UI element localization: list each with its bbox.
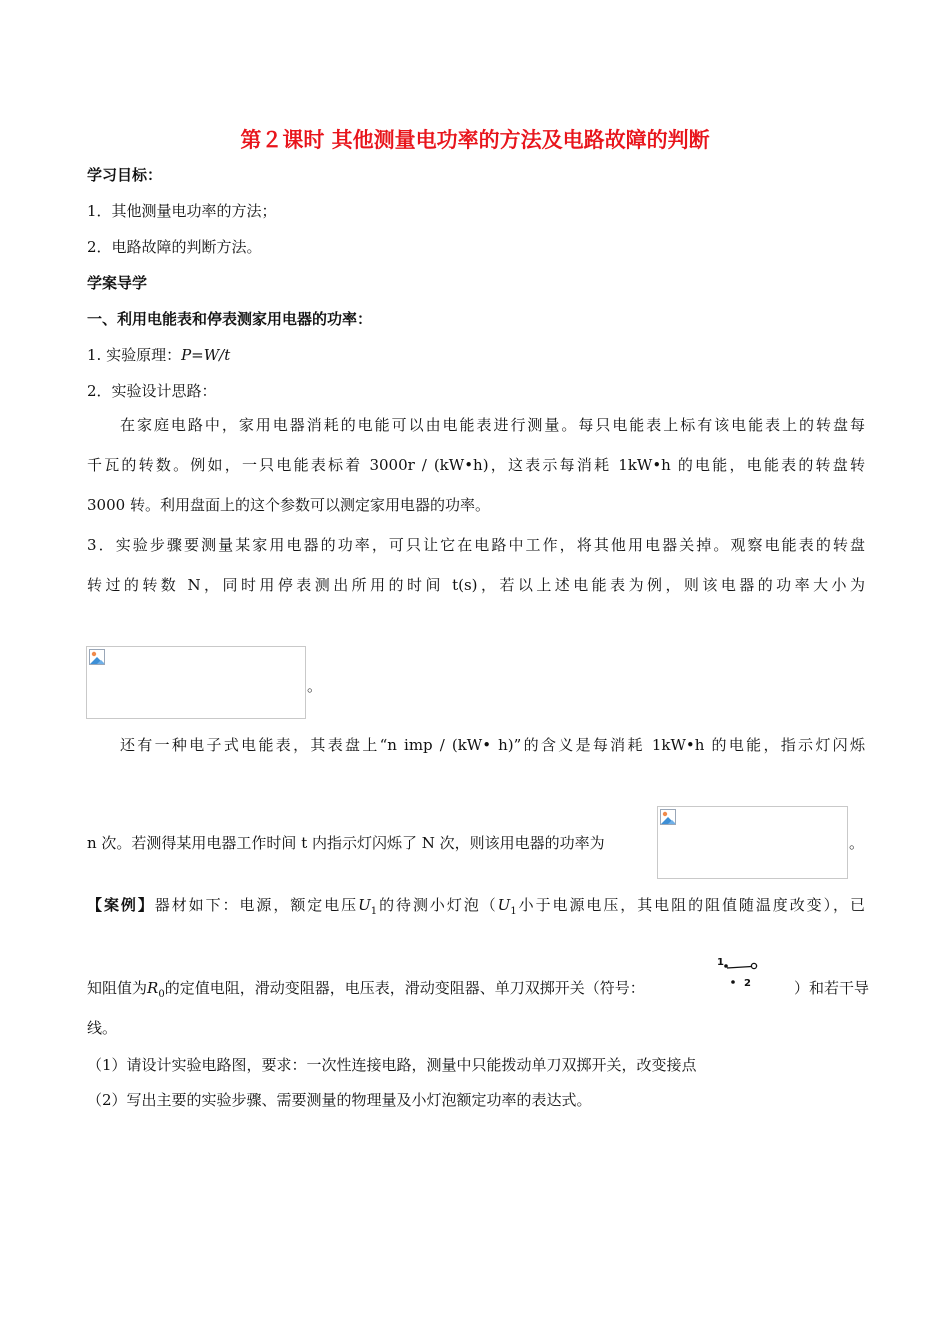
section-1-heading: 一、利用电能表和停表测家用电器的功率： — [87, 310, 373, 328]
design-line-1: 在家庭电路中，家用电器消耗的电能可以由电能表进行测量。每只电能表上标有该电能表上的转盘每 — [120, 416, 865, 434]
switch-terminal-2-label: 2 — [744, 978, 751, 989]
formula-image-2 — [657, 806, 848, 879]
case-label: 【案例】 — [87, 896, 155, 914]
switch-terminal-1-label: 1 — [717, 957, 724, 968]
broken-image-icon — [89, 649, 105, 665]
period-2: 。 — [849, 834, 865, 852]
electronic-line-2: n 次。若测得某用电器工作时间 t 内指示灯闪烁了 N 次，则该用电器的功率为 — [87, 834, 605, 852]
objective-2: 2．电路故障的判断方法。 — [87, 238, 262, 256]
objectives-heading: 学习目标： — [87, 166, 163, 184]
design-line-2: 千瓦的转数。例如，一只电能表标着 3000r / (kW•h)，这表示每消耗 1kW•h 的电能，电能表的转盘转 — [87, 456, 865, 474]
case-text-1c: 小于电源电压，其电阻的阻值随温度改变），已 — [516, 896, 865, 914]
design-label: 2．实验设计思路： — [87, 382, 217, 400]
case-line-2a — [87, 977, 645, 1000]
question-1: （1）请设计实验电路图，要求：一次性连接电路，测量中只能拨动单刀双掷开关，改变接点 — [87, 1056, 697, 1074]
principle-label: 1. 实验原理： — [87, 346, 182, 364]
formula-image-1 — [86, 646, 306, 719]
case-text-2b: 的定值电阻，滑动变阻器，电压表，滑动变阻器、单刀双掷开关（符号： — [164, 979, 645, 997]
case-u1-sub: 1 — [370, 906, 378, 917]
steps-line-1: 3．实验步骤要测量某家用电器的功率，可只让它在电路中工作，将其他用电器关掉。观察电能表的转盘 — [87, 536, 865, 554]
case-text-2a: 知阻值为 — [87, 979, 148, 997]
guide-heading: 学案导学 — [87, 274, 148, 292]
page-title: 第２课时 其他测量电功率的方法及电路故障的判断 — [240, 128, 710, 152]
case-text-2c: ）和若干导 — [794, 979, 870, 997]
electronic-line-1: 还有一种电子式电能表，其表盘上“n imp / (kW• h)”的含义是每消耗 1kW•h 的电能，指示灯闪烁 — [120, 736, 865, 754]
broken-image-icon — [660, 809, 676, 825]
spdt-switch-icon — [714, 952, 766, 992]
case-text-1a: 器材如下：电源，额定电压 — [154, 896, 359, 914]
case-line-3: 线。 — [87, 1019, 118, 1037]
design-line-3: 3000 转。利用盘面上的这个参数可以测定家用电器的功率。 — [87, 496, 490, 514]
case-u1: U — [358, 896, 371, 914]
case-r0: R — [147, 979, 159, 997]
case-text-1b: 的待测小灯泡（ — [377, 896, 498, 914]
case-u1-repeat-sub: 1 — [510, 906, 517, 917]
question-2: （2）写出主要的实验步骤、需要测量的物理量及小灯泡额定功率的表达式。 — [87, 1091, 592, 1109]
steps-line-2: 转过的转数 N，同时用停表测出所用的时间 t(s)，若以上述电能表为例，则该电器的功率大小为 — [87, 576, 865, 594]
case-u1-repeat: U — [497, 896, 511, 914]
principle-formula: P=W/t — [181, 346, 231, 364]
case-line-1 — [87, 894, 865, 917]
objective-1: 1．其他测量电功率的方法； — [87, 202, 277, 220]
period-1: 。 — [307, 677, 323, 695]
case-r0-sub: 0 — [158, 989, 165, 1000]
principle-line — [87, 344, 230, 365]
